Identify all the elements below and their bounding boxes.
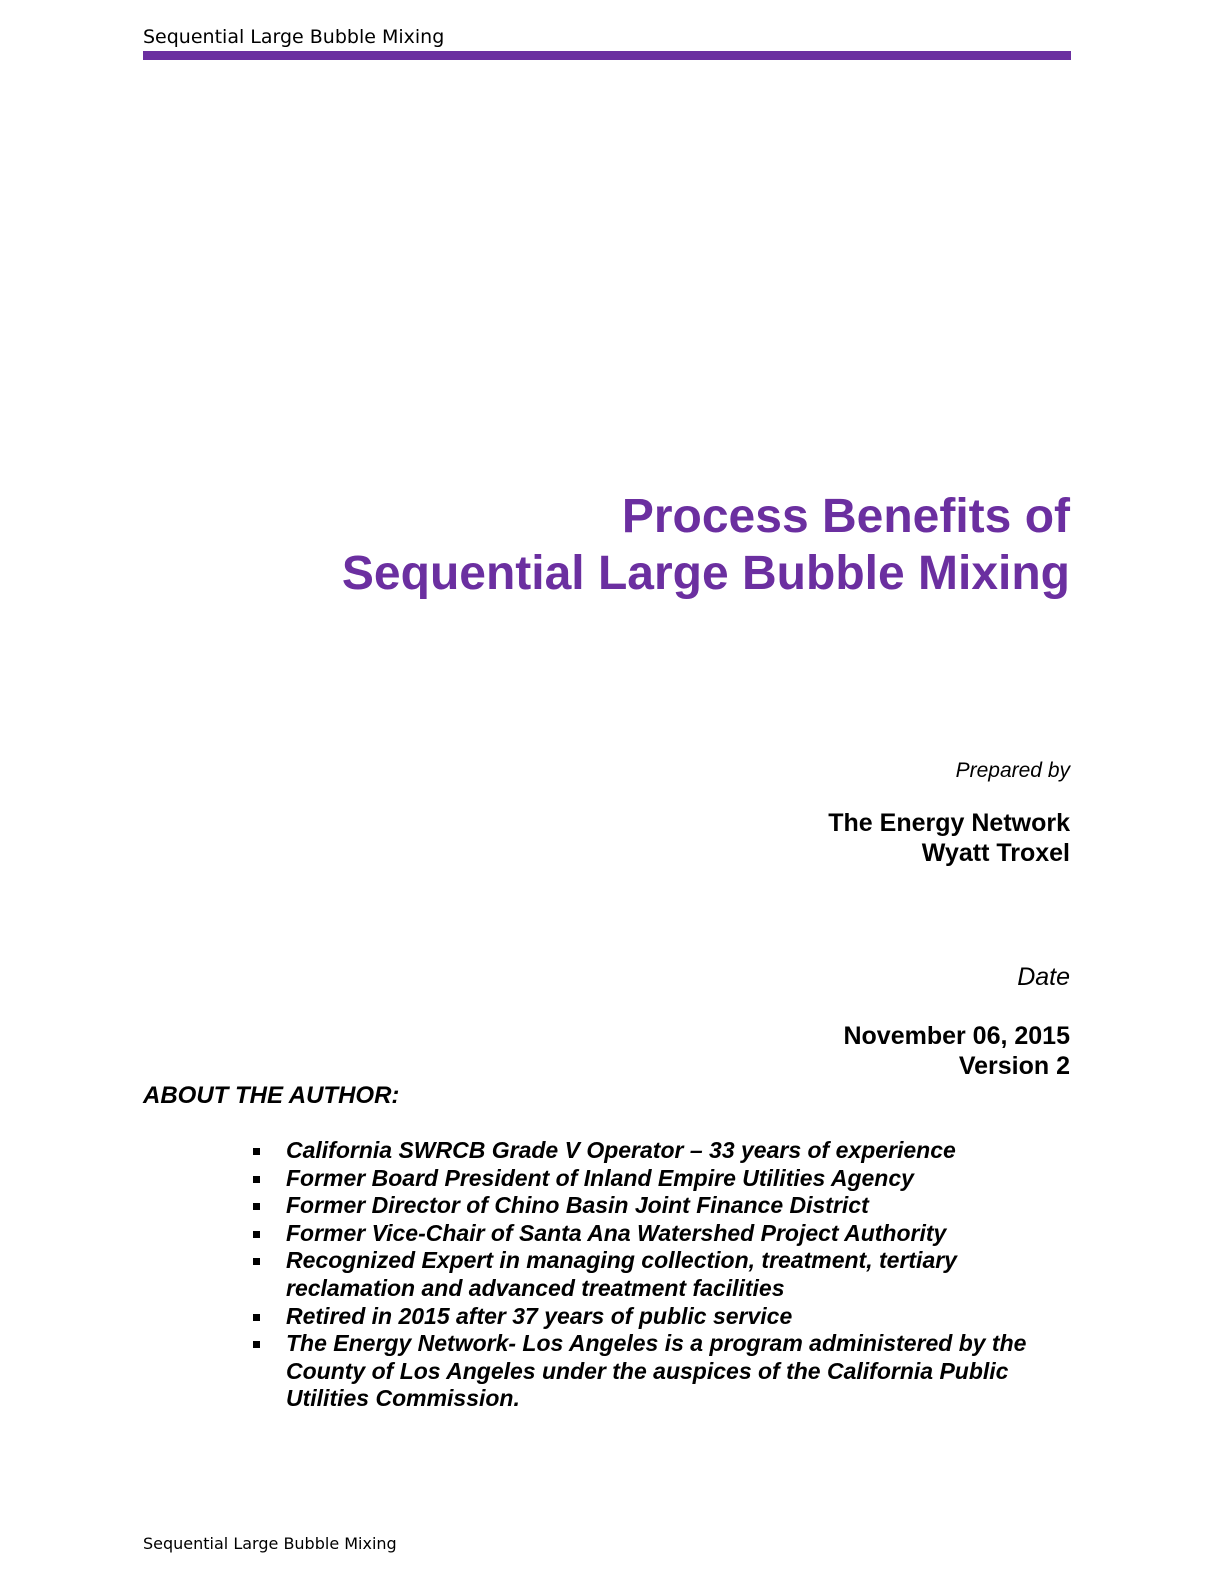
title-line-1: Process Benefits of — [621, 490, 1070, 543]
bullet-square-icon — [253, 1148, 260, 1155]
list-item — [250, 1247, 1080, 1302]
list-item-text: The Energy Network- Los Angeles is a program administered by the County of Los Angeles under the auspices of the California Public Utilities Commission. — [286, 1330, 1027, 1412]
header-rule — [143, 51, 1071, 60]
organization-name: The Energy Network — [828, 809, 1070, 837]
bullet-square-icon — [253, 1314, 260, 1321]
list-item — [250, 1303, 1080, 1331]
bullet-square-icon — [253, 1341, 260, 1348]
list-item-text: Retired in 2015 after 37 years of public service — [286, 1302, 793, 1329]
page-header-title: Sequential Large Bubble Mixing — [143, 26, 445, 48]
list-item-text: Former Board President of Inland Empire Utilities Agency — [286, 1164, 914, 1191]
date-label: Date — [1017, 963, 1070, 991]
document-date: November 06, 2015 — [843, 1022, 1070, 1050]
list-item — [250, 1220, 1080, 1248]
list-item-text: Former Vice-Chair of Santa Ana Watershed Project Authority — [286, 1219, 947, 1246]
bullet-square-icon — [253, 1258, 260, 1265]
page-footer-title: Sequential Large Bubble Mixing — [143, 1534, 397, 1553]
author-name: Wyatt Troxel — [921, 839, 1070, 867]
list-item-text: California SWRCB Grade V Operator – 33 years of experience — [286, 1137, 956, 1163]
about-author-heading: ABOUT THE AUTHOR: — [143, 1082, 400, 1109]
list-item — [250, 1137, 1080, 1165]
list-item — [250, 1330, 1080, 1413]
about-author-list — [250, 1137, 1080, 1413]
title-line-2: Sequential Large Bubble Mixing — [341, 547, 1070, 600]
document-title — [342, 488, 1070, 602]
list-item-text: Recognized Expert in managing collection, treatment, tertiary reclamation and advanced treatment facilities — [286, 1247, 957, 1301]
bullet-square-icon — [253, 1231, 260, 1238]
prepared-by-block — [828, 808, 1070, 868]
bullet-square-icon — [253, 1176, 260, 1183]
date-block — [843, 1021, 1070, 1081]
bullet-square-icon — [253, 1203, 260, 1210]
document-version: Version 2 — [958, 1052, 1070, 1080]
list-item — [250, 1165, 1080, 1193]
list-item — [250, 1192, 1080, 1220]
prepared-by-label: Prepared by — [955, 759, 1070, 782]
list-item-text: Former Director of Chino Basin Joint Finance District — [286, 1192, 869, 1219]
